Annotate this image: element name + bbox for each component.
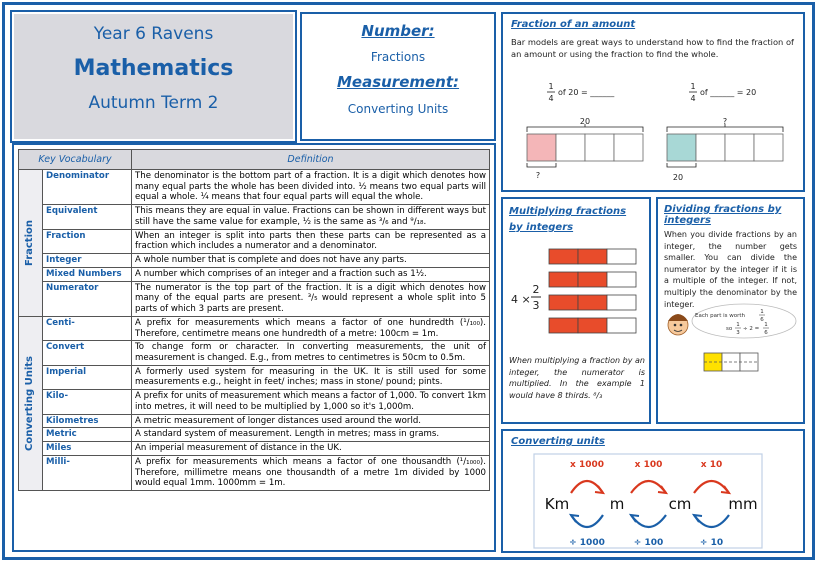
divide-label: ÷ 10	[699, 538, 724, 548]
vocab-term: Integer	[43, 254, 132, 268]
topics-panel	[300, 12, 496, 141]
vocabulary-table	[18, 149, 490, 491]
vocab-group-cell	[19, 170, 43, 317]
vocab-definition: A whole number that is complete and does not have any parts.	[132, 254, 490, 268]
bar2-total-label: ?	[722, 117, 728, 126]
bar1-brace	[527, 127, 643, 132]
child-eye-right-icon	[680, 324, 683, 327]
bar-model-diagram	[511, 80, 799, 185]
bar2-part-2	[696, 134, 725, 161]
vocab-term: Kilometres	[43, 414, 132, 428]
ex2-numerator: 1	[690, 82, 696, 91]
ex1-numerator: 1	[548, 82, 554, 91]
bar2-brace	[667, 127, 783, 132]
vocab-row	[19, 316, 490, 340]
multiply-label: x 100	[634, 460, 663, 470]
vocab-row	[19, 281, 490, 316]
key-vocab-header: Key Vocabulary	[19, 150, 132, 170]
child-eye-left-icon	[674, 324, 677, 327]
bar2-known-label: 20	[672, 173, 684, 182]
vocab-row	[19, 170, 490, 205]
title-panel	[12, 12, 295, 141]
vocab-term: Centi-	[43, 316, 132, 340]
bar1-part-2	[556, 134, 585, 161]
multiply-label: x 1000	[570, 460, 604, 470]
vocab-row	[19, 341, 490, 365]
mult-bar-part	[607, 249, 636, 264]
mult-frac-denominator: 3	[532, 299, 540, 312]
bubble-eq-den1: 3	[736, 330, 740, 336]
measurement-topic: Converting Units	[347, 102, 449, 116]
dividing-diagram	[662, 303, 802, 393]
ex1-text: of 20 = ______	[558, 88, 615, 97]
vocab-term: Kilo-	[43, 390, 132, 414]
vocab-row	[19, 455, 490, 490]
mult-bar-part	[607, 295, 636, 310]
bar1-unknown-label: ?	[535, 171, 541, 180]
converting-diagram	[533, 453, 763, 549]
multiplying-bars	[549, 249, 636, 333]
vocab-definition: A number which comprises of an integer and a fraction such as 1½.	[132, 267, 490, 281]
fraction-of-amount-panel	[501, 12, 805, 192]
bar1-part-brace	[527, 163, 556, 167]
vocab-term: Mixed Numbers	[43, 267, 132, 281]
ex2-text: of ______ = 20	[700, 88, 757, 97]
vocab-row	[19, 229, 490, 253]
vocab-definition: An imperial measurement of distance in the UK.	[132, 442, 490, 456]
vocab-definition: When an integer is split into parts then these parts can be represented as a fraction which includes a numerator and a denominator.	[132, 229, 490, 253]
mult-bar-part	[607, 318, 636, 333]
mult-bar-part	[549, 249, 578, 264]
mult-bar-part	[607, 272, 636, 287]
vocab-definition: A prefix for measurements which means a factor of one thousandth (¹/₁₀₀₀). Therefore, millimetre means one thousandth of a metre 1m divided by 1000 would equal 1mm. 1000mm = 1m.	[132, 455, 490, 490]
speech-bubble	[692, 304, 796, 338]
definition-header: Definition	[132, 150, 490, 170]
bubble-eq-num2: 1	[764, 322, 768, 328]
fraction-amount-text: Bar models are great ways to understand how to find the fraction of an amount or using the fraction to find the whole.	[511, 37, 794, 60]
ex1-denominator: 4	[548, 94, 554, 103]
multiplying-title: Multiplying fractions by integers	[509, 206, 627, 233]
vocab-definition: A prefix for measurements which means a factor of one hundredth (¹/₁₀₀). Therefore, centimetre means one hundredth of a metre: 100cm = 1m.	[132, 316, 490, 340]
vocab-row	[19, 254, 490, 268]
vocab-row	[19, 414, 490, 428]
mult-bar-part	[578, 318, 607, 333]
ex2-denominator: 4	[690, 94, 696, 103]
vocab-term: Metric	[43, 428, 132, 442]
dividing-text: When you divide fractions by an integer, the number gets smaller. You can divide the numerator by the integer if it is a multiple of the integer. If not, multiply the denominator by the integer.	[664, 230, 797, 309]
unit-label: Km	[544, 495, 570, 513]
bar2-part-4	[754, 134, 783, 161]
divide-label: ÷ 1000	[569, 538, 605, 548]
class-name: Year 6 Ravens	[93, 24, 214, 44]
subject-title: Mathematics	[73, 56, 234, 81]
converting-units-panel	[501, 429, 805, 553]
number-heading: Number:	[361, 22, 435, 40]
vocab-group-label: Fraction	[24, 219, 36, 266]
bubble-line-1: Each part is worth	[694, 313, 746, 319]
vocab-term: Equivalent	[43, 205, 132, 229]
fraction-amount-title: Fraction of an amount	[511, 19, 636, 30]
bar1-part-3	[585, 134, 614, 161]
bar2-part-3	[725, 134, 754, 161]
bar1-total-label: 20	[579, 117, 591, 126]
bar1-part-4	[614, 134, 643, 161]
vocab-definition: A metric measurement of longer distances used around the world.	[132, 414, 490, 428]
vocab-term: Imperial	[43, 365, 132, 389]
vocab-term: Numerator	[43, 281, 132, 316]
bubble-frac-denominator: 6	[760, 317, 764, 323]
unit-label: cm	[668, 495, 692, 513]
vocabulary-panel	[12, 143, 496, 552]
vocab-term: Denominator	[43, 170, 132, 205]
mult-bar-part	[578, 249, 607, 264]
bar2-part-brace	[667, 163, 696, 167]
vocab-row	[19, 205, 490, 229]
dividing-title: Dividing fractions by integers	[664, 204, 782, 226]
vocab-row	[19, 428, 490, 442]
converting-title: Converting units	[511, 436, 605, 447]
unit-label: m	[609, 495, 625, 513]
term-label: Autumn Term 2	[88, 93, 219, 113]
multiplying-diagram	[509, 247, 647, 347]
vocab-definition: A formerly used system for measuring in the UK. It is still used for some measurements e.g., height in feet/ inches; mass in stone/ pound; pints.	[132, 365, 490, 389]
bubble-frac-numerator: 1	[760, 309, 764, 315]
vocab-row	[19, 390, 490, 414]
multiplying-text: When multiplying a fraction by an integer, the numerator is multiplied. In the example 1 would have 8 thirds. ⁸/₃	[509, 356, 645, 400]
bubble-eq-mid: ÷ 2 =	[743, 326, 760, 332]
dividing-panel	[656, 197, 805, 424]
bar2-part-1	[667, 134, 696, 161]
vocab-definition: This means they are equal in value. Fractions can be shown in different ways but still have the same value for example, ½ is the same as ³/₆ and ⁹/₁₈.	[132, 205, 490, 229]
multiply-label: x 10	[700, 460, 723, 470]
mult-bar-part	[578, 295, 607, 310]
bubble-eq-den2: 6	[764, 330, 768, 336]
vocab-group-label: Converting Units	[24, 355, 36, 451]
mult-bar-part	[549, 272, 578, 287]
vocab-term: Fraction	[43, 229, 132, 253]
vocab-definition: The denominator is the bottom part of a fraction. It is a digit which denotes how many equal parts the whole has been divided into. ½ means two equal parts will equal a whole. ¼ means that four equal parts will equal the whole.	[132, 170, 490, 205]
vocab-term: Milli-	[43, 455, 132, 490]
bar1-part-1	[527, 134, 556, 161]
bubble-eq-num1: 1	[736, 322, 740, 328]
vocab-definition: To change form or character. In converting measurements, the unit of measurement is changed. E.g., from metres to centimetres is 50cm to 0.5m.	[132, 341, 490, 365]
divide-label: ÷ 100	[633, 538, 664, 548]
mult-bar-part	[549, 295, 578, 310]
vocab-definition: The numerator is the top part of the fraction. It is a digit which denotes how many of the equal parts are present. ³/₅ would represent a whole split into 5 parts of which 3 parts are present.	[132, 281, 490, 316]
measurement-heading: Measurement:	[336, 73, 460, 91]
vocab-group-cell	[19, 316, 43, 490]
multiplier-label: 4 ×	[511, 293, 531, 306]
vocab-row	[19, 442, 490, 456]
vocabulary-body	[19, 170, 490, 491]
vocab-term: Convert	[43, 341, 132, 365]
mult-frac-numerator: 2	[532, 283, 540, 296]
vocab-term: Miles	[43, 442, 132, 456]
unit-label: mm	[728, 495, 758, 513]
mult-bar-part	[578, 272, 607, 287]
child-hair-icon	[668, 314, 688, 321]
vocab-row	[19, 267, 490, 281]
mult-bar-part	[549, 318, 578, 333]
number-topic: Fractions	[370, 50, 426, 64]
bubble-line-2: so	[726, 326, 733, 332]
vocab-definition: A prefix for units of measurement which means a factor of 1,000. To convert 1km into metres, it will need to be multiplied by 1,000 so it's 1,000m.	[132, 390, 490, 414]
vocab-row	[19, 365, 490, 389]
vocab-definition: A standard system of measurement. Length in metres; mass in grams.	[132, 428, 490, 442]
multiplying-panel	[501, 197, 651, 424]
